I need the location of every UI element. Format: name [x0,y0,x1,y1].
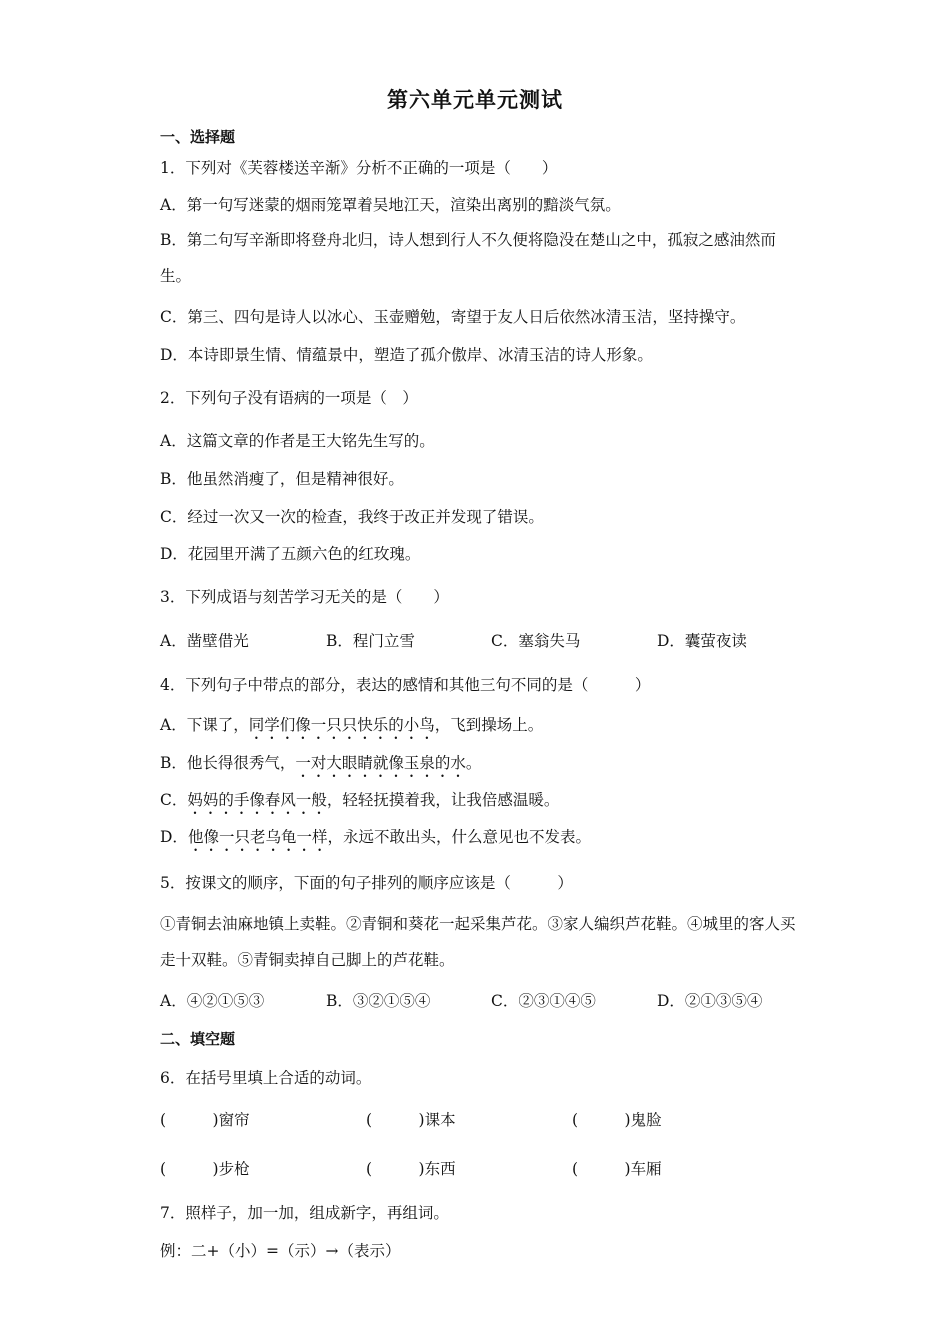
q3-option-a: A．凿壁借光 [160,632,249,650]
q4-option-c [160,788,559,818]
q4-d-dotted: 他像一只老乌龟一样 [187,828,328,846]
page-title: 第六单元单元测试 [387,88,563,112]
q4-option-a [160,713,543,743]
q3-option-c: C．塞翁失马 [491,632,581,650]
q7-example: 例：二+（小）=（示）→（表示） [160,1242,401,1260]
q5-option-c: C．②③①④⑤ [491,992,596,1010]
q3-option-b: B．程门立雪 [326,632,415,650]
q3-option-d: D．囊萤夜读 [657,632,747,650]
q2-option-d: D．花园里开满了五颜六色的红玫瑰。 [160,545,421,563]
q5-option-a: A．④②①⑤③ [160,992,265,1010]
q1-option-d: D．本诗即景生情、情蕴景中，塑造了孤介傲岸、冰清玉洁的诗人形象。 [160,346,653,364]
q4-b-prefix: B．他长得很秀气， [160,754,296,772]
q3-stem: 3．下列成语与刻苦学习无关的是（ ） [160,588,449,606]
q6-blank-4: ( )步枪 [160,1160,250,1178]
q6-blank-6: ( )车厢 [572,1160,662,1178]
q5-body: ①青铜去油麻地镇上卖鞋。②青铜和葵花一起采集芦花。③家人编织芦花鞋。④城里的客人买走十双鞋。⑤青铜卖掉自己脚上的芦花鞋。 [160,915,796,969]
q4-b-dotted: 一对大眼睛就像玉泉的水 [295,754,466,772]
q2-option-b: B．他虽然消瘦了，但是精神很好。 [160,470,404,488]
q5-option-b: B．③②①⑤④ [326,992,431,1010]
q6-blank-3: ( )鬼脸 [572,1111,662,1129]
q2-option-c: C．经过一次又一次的检查，我终于改正并发现了错误。 [160,508,544,526]
q4-c-dotted: 妈妈的手像春风一般 [187,791,327,809]
q4-b-suffix: 。 [465,754,482,772]
q4-option-d [160,825,591,855]
section-fill-heading: 二、填空题 [160,1030,236,1048]
q4-d-suffix: ，永远不敢出头，什么意见也不发表。 [327,828,591,846]
q6-blank-5: ( )东西 [366,1160,456,1178]
section-choice-heading: 一、选择题 [160,128,236,146]
q4-c-prefix: C． [160,791,188,809]
q5-option-d: D．②①③⑤④ [657,992,763,1010]
q4-a-prefix: A．下课了， [160,716,249,734]
q7-stem: 7．照样子，加一加，组成新字，再组词。 [160,1204,449,1222]
q4-a-dotted: 同学们像一只只快乐的小鸟 [248,716,435,734]
q6-stem: 6．在括号里填上合适的动词。 [160,1069,372,1087]
q4-stem: 4．下列句子中带点的部分，表达的感情和其他三句不同的是（ ） [160,676,651,694]
q4-c-suffix: ，轻轻抚摸着我，让我倍感温暖。 [326,791,560,809]
q1-option-a: A．第一句写迷蒙的烟雨笼罩着吴地江天，渲染出离别的黯淡气氛。 [160,196,621,214]
q1-stem: 1．下列对《芙蓉楼送辛渐》分析不正确的一项是（ ） [160,159,558,177]
q5-stem: 5．按课文的顺序，下面的句子排列的顺序应该是（ ） [160,874,573,892]
q4-d-prefix: D． [160,828,188,846]
q1-option-b: B．第二句写辛渐即将登舟北归，诗人想到行人不久便将隐没在楚山之中，孤寂之感油然而生。 [160,231,776,285]
q4-a-suffix: ，飞到操场上。 [434,716,544,734]
q1-option-c: C．第三、四句是诗人以冰心、玉壶赠勉，寄望于友人日后依然冰清玉洁，坚持操守。 [160,308,746,326]
q6-blank-1: ( )窗帘 [160,1111,250,1129]
q4-option-b [160,751,481,781]
q6-blank-2: ( )课本 [366,1111,456,1129]
q2-stem: 2．下列句子没有语病的一项是（ ） [160,389,418,407]
q2-option-a: A．这篇文章的作者是王大铭先生写的。 [160,432,435,450]
